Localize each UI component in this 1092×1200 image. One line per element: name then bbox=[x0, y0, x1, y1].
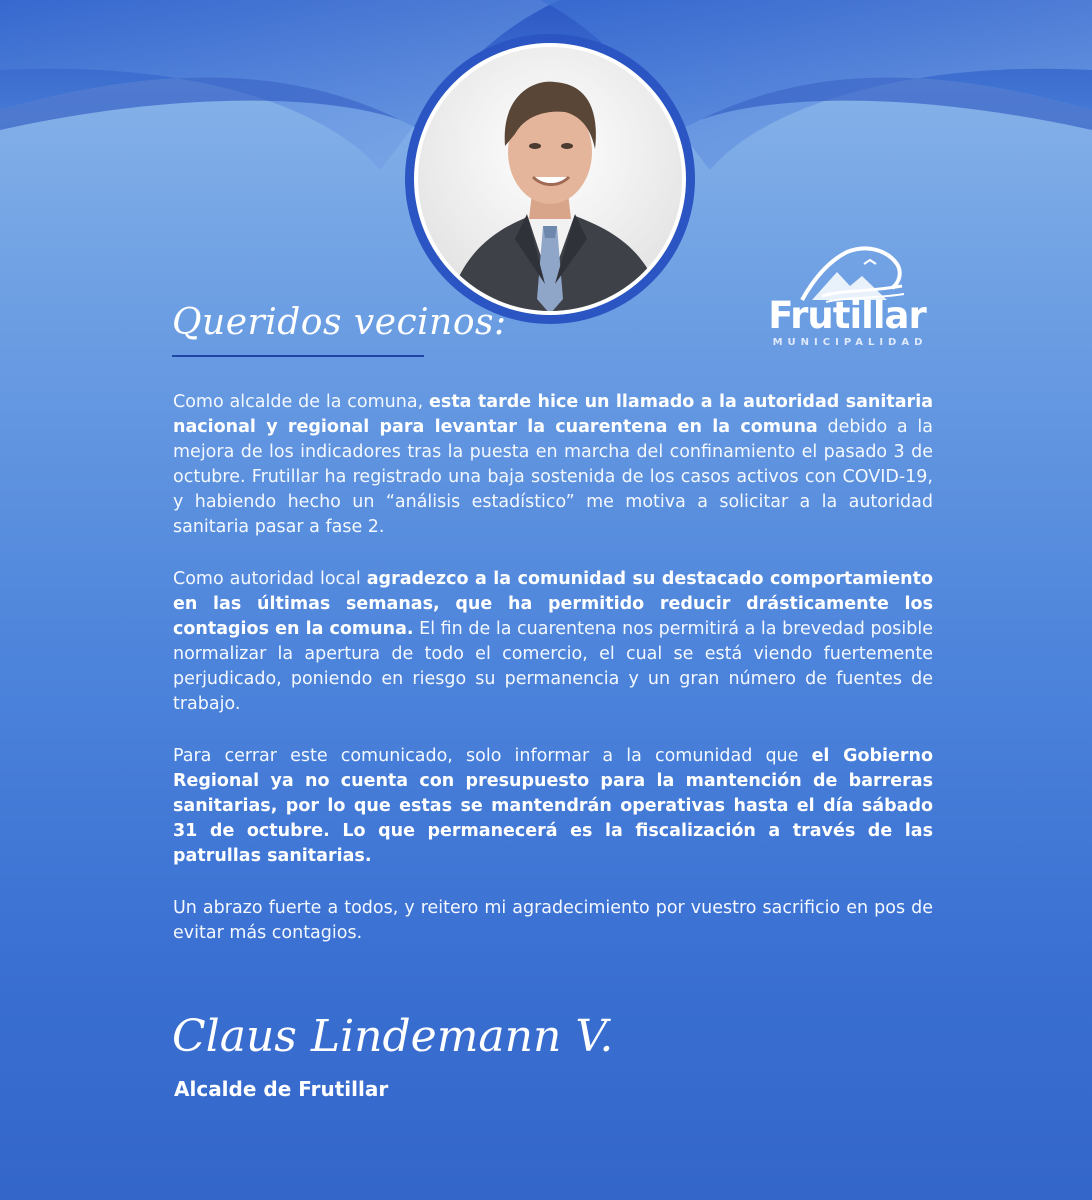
text: El fin de la cuarentena nos permitirá a la brevedad posible normalizar la apertura de todo el comercio, el cual se está viendo fuertemente perjudicado, poniendo en riesgo su permanencia y un gran número de fuentes de trabajo. bbox=[173, 619, 933, 714]
paragraph-4 bbox=[173, 896, 933, 946]
signature: Claus Lindemann V. bbox=[172, 1011, 614, 1062]
greeting-underline bbox=[172, 355, 424, 357]
mayor-portrait-image bbox=[405, 34, 695, 324]
text: Para cerrar este comunicado, solo informar a la comunidad que bbox=[173, 746, 812, 766]
mayor-portrait bbox=[405, 34, 695, 324]
bold-text: esta tarde hice un llamado a la autoridad sanitaria nacional y regional para levantar la cuarentena en la comuna bbox=[173, 392, 933, 437]
logo-name: Frutillar bbox=[768, 294, 926, 337]
text: Como alcalde de la comuna, bbox=[173, 392, 430, 412]
text: Un abrazo fuerte a todos, y reitero mi agradecimiento por vuestro sacrificio en pos de evitar más contagios. bbox=[173, 898, 933, 943]
greeting: Queridos vecinos: bbox=[172, 302, 507, 343]
paragraph-3 bbox=[173, 744, 933, 869]
letter-body bbox=[173, 390, 933, 973]
logo-subtitle: MUNICIPALIDAD bbox=[772, 337, 928, 348]
signer-role: Alcalde de Frutillar bbox=[174, 1077, 389, 1101]
bold-text: agradezco a la comunidad su destacado comportamiento en las últimas semanas, que ha permitido reducir drásticamente los contagios en la comuna. bbox=[173, 569, 933, 639]
paragraph-2 bbox=[173, 567, 933, 717]
text: debido a la mejora de los indicadores tras la puesta en marcha del confinamiento el pasado 3 de octubre. Frutillar ha registrado una baja sostenida de los casos activos con COVID-19, y habiendo hecho un “análisis estadístico” me motiva a solicitar a la autoridad sanitaria pasar a fase 2. bbox=[173, 417, 933, 537]
text: Como autoridad local bbox=[173, 569, 367, 589]
frutillar-logo bbox=[762, 242, 932, 354]
bold-text: el Gobierno Regional ya no cuenta con presupuesto para la mantención de barreras sanitarias, por lo que estas se mantendrán operativas hasta el día sábado 31 de octubre. Lo que permanecerá es la fiscalización a través de las patrullas sanitarias. bbox=[173, 746, 933, 866]
paragraph-1 bbox=[173, 390, 933, 540]
